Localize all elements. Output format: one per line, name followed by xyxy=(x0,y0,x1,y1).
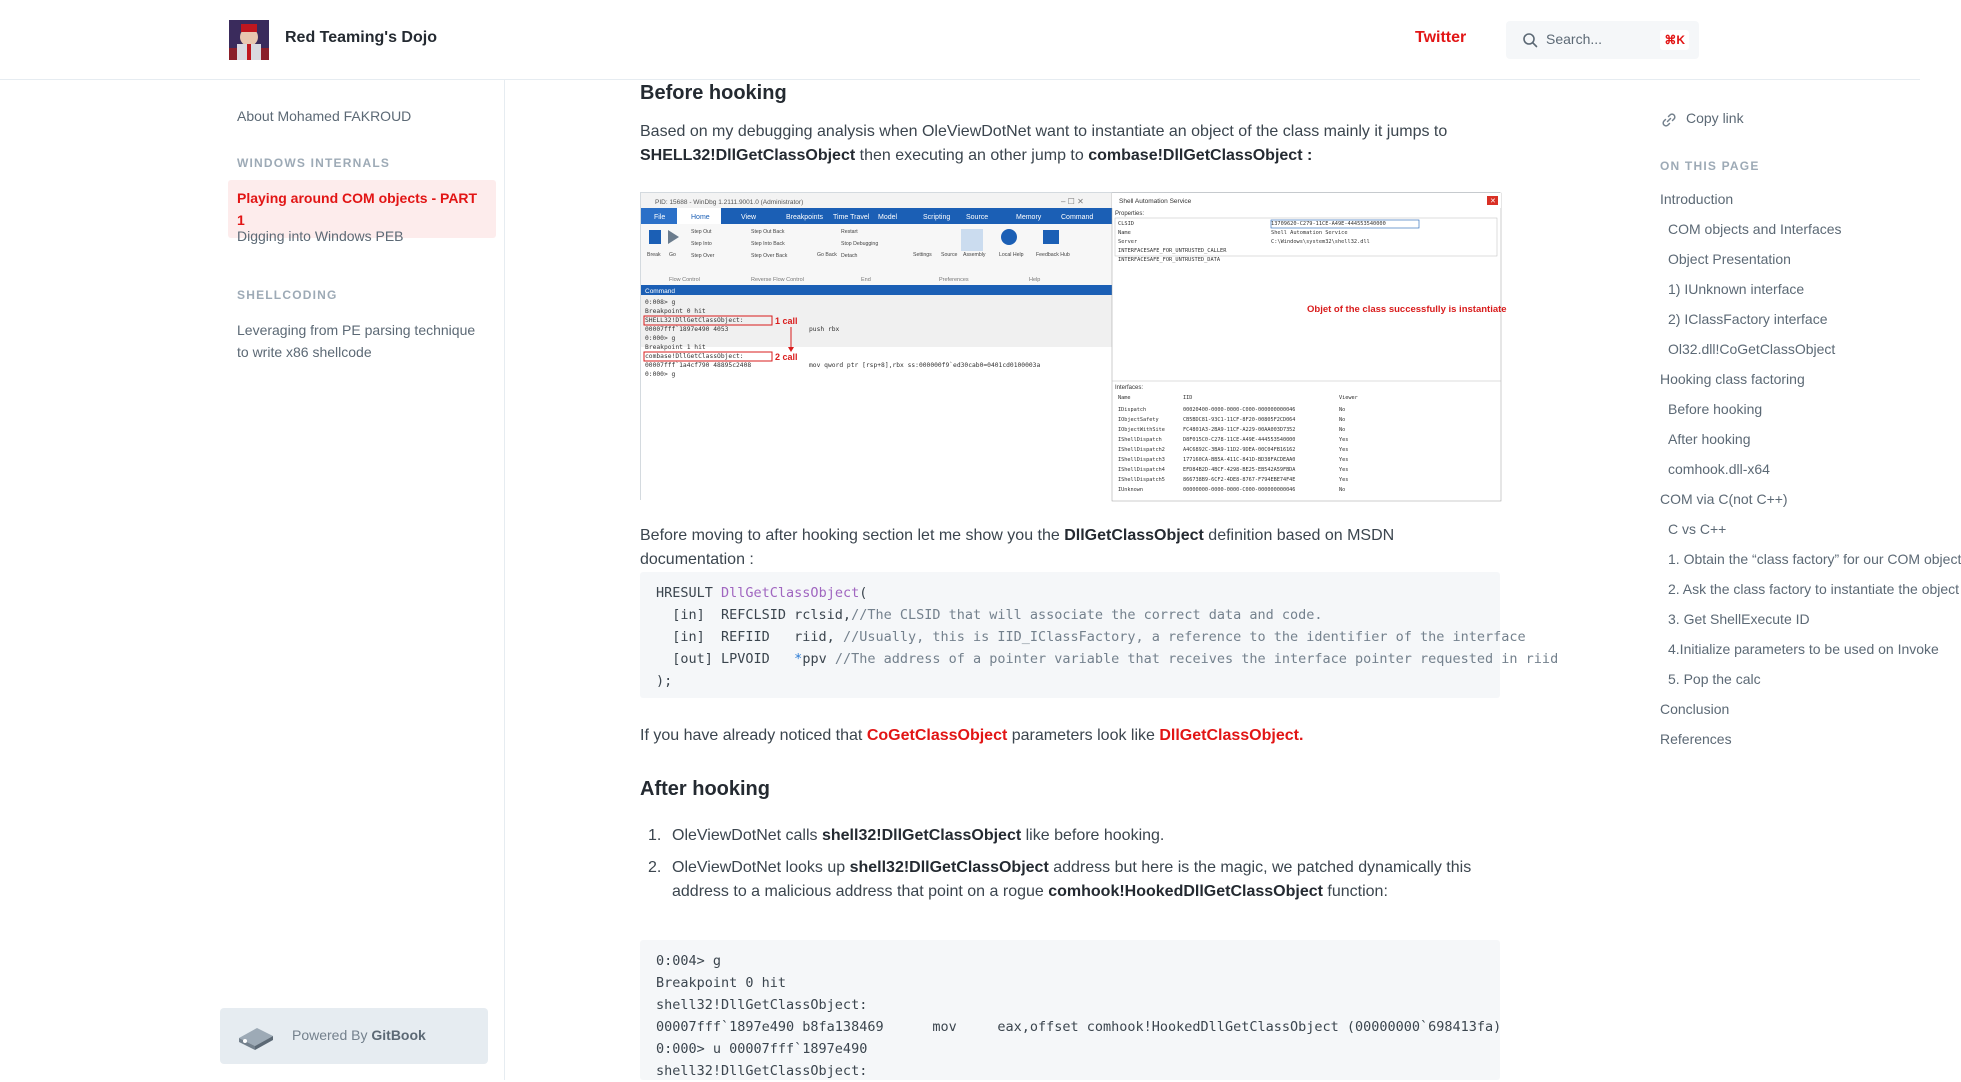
success-label: Objet of the class successfully is instantiate xyxy=(1307,304,1507,315)
svg-text:Time Travel: Time Travel xyxy=(833,214,870,221)
text-span: OleViewDotNet calls xyxy=(672,827,822,844)
code-line: 0:004> g xyxy=(656,953,722,969)
svg-text:Step Over Back: Step Over Back xyxy=(751,253,788,259)
svg-text:Step Into Back: Step Into Back xyxy=(751,241,785,247)
list-item xyxy=(640,856,1500,904)
svg-text:IShellDispatch3: IShellDispatch3 xyxy=(1118,457,1165,463)
text-bold: shell32!DllGetClassObject xyxy=(849,859,1049,876)
code-line: shell32!DllGetClassObject: xyxy=(656,997,868,1013)
toc-item-before-hooking[interactable]: Before hooking xyxy=(1668,401,1763,417)
svg-text:View: View xyxy=(741,214,757,221)
svg-text:Interfaces:: Interfaces: xyxy=(1115,385,1144,391)
svg-text:Model: Model xyxy=(878,214,898,221)
site-title[interactable]: Red Teaming's Dojo xyxy=(285,29,437,46)
svg-text:00007fff`1a4cf790 48895c2408: 00007fff`1a4cf790 48895c2408 xyxy=(645,362,752,369)
svg-text:866738B9-6CF2-4DE8-8767-F794EB: 866738B9-6CF2-4DE8-8767-F794EBE74F4E xyxy=(1183,477,1296,483)
code-comment: //The CLSID that will associate the correct data and code. xyxy=(851,607,1323,623)
oleview-title: Shell Automation Service xyxy=(1119,198,1192,205)
svg-text:FC4801A3-2BA9-11CF-A229-00AA00: FC4801A3-2BA9-11CF-A229-00AA003D7352 xyxy=(1183,427,1296,433)
svg-text:End: End xyxy=(861,277,871,283)
toc-item-object-presentation[interactable]: Object Presentation xyxy=(1668,251,1791,267)
svg-text:Scripting: Scripting xyxy=(923,214,951,221)
svg-text:Yes: Yes xyxy=(1339,477,1349,483)
code-block-windbg-output[interactable] xyxy=(640,940,1500,1080)
svg-text:A4C6892C-3BA9-11D2-9DEA-00C04F: A4C6892C-3BA9-11D2-9DEA-00C04FB16162 xyxy=(1183,447,1296,453)
svg-text:Home: Home xyxy=(691,214,710,221)
svg-text:IObjectSafety: IObjectSafety xyxy=(1118,417,1159,423)
toc-item-com-objects-interfaces[interactable]: COM objects and Interfaces xyxy=(1668,221,1842,237)
windbg-title: PID: 15688 - WinDbg 1.2111.9001.0 (Administrator) xyxy=(655,199,804,206)
code-token: ); xyxy=(656,673,673,689)
code-block-dllgetclassobject[interactable] xyxy=(640,572,1559,698)
debugger-screenshot xyxy=(640,192,1507,500)
text-span: function: xyxy=(1322,883,1388,900)
svg-text:Assembly: Assembly xyxy=(963,252,986,258)
svg-text:00007fff`1897e490 4053: 00007fff`1897e490 4053 xyxy=(645,326,729,333)
code-comment: //Usually, this is IID_IClassFactory, a reference to the identifier of the interface xyxy=(842,629,1526,645)
sidebar-item-about[interactable]: About Mohamed FAKROUD xyxy=(237,108,412,124)
svg-text:Breakpoint 1 hit: Breakpoint 1 hit xyxy=(645,344,706,351)
svg-text:Yes: Yes xyxy=(1339,457,1349,463)
code-line: 0:000> u 00007fff`1897e490 xyxy=(656,1041,868,1057)
svg-text:177160CA-BB5A-411C-841D-BD38FA: 177160CA-BB5A-411C-841D-BD38FACDEAA0 xyxy=(1183,457,1296,463)
svg-text:Restart: Restart xyxy=(841,229,858,235)
sidebar-section-windows-internals: WINDOWS INTERNALS xyxy=(237,156,391,170)
sidebar-section-shellcoding: SHELLCODING xyxy=(237,288,338,302)
svg-text:Command: Command xyxy=(1061,214,1094,221)
svg-text:IShellDispatch2: IShellDispatch2 xyxy=(1118,447,1165,453)
svg-text:EFD84B2D-4BCF-4298-BE25-EB542A: EFD84B2D-4BCF-4298-BE25-EB542A59FBDA xyxy=(1183,467,1296,473)
svg-text:✕: ✕ xyxy=(1490,198,1496,205)
code-token: [in] REFIID riid, xyxy=(656,629,843,645)
svg-text:Name: Name xyxy=(1118,230,1131,236)
svg-text:Settings: Settings xyxy=(913,252,932,258)
svg-text:push rbx: push rbx xyxy=(809,326,840,333)
paragraph-debug-analysis xyxy=(640,120,1500,168)
svg-text:CLSID: CLSID xyxy=(1118,221,1134,227)
svg-text:Yes: Yes xyxy=(1339,447,1349,453)
svg-text:Stop Debugging: Stop Debugging xyxy=(841,241,879,247)
powered-by-label xyxy=(292,1027,426,1043)
svg-text:Properties:: Properties: xyxy=(1115,211,1145,217)
svg-text:0:000> g: 0:000> g xyxy=(645,371,676,378)
svg-text:SHELL32!DllGetClassObject:: SHELL32!DllGetClassObject: xyxy=(645,317,744,324)
text-span: Based on my debugging analysis when OleViewDotNet want to instantiate an object of the class mainly it jumps to xyxy=(640,123,1448,140)
search-shortcut-badge: ⌘K xyxy=(1660,30,1689,50)
text-span: definition based on MSDN documentation : xyxy=(640,527,1395,568)
svg-text:Server: Server xyxy=(1118,239,1138,245)
toc-item-iunknown[interactable]: 1) IUnknown interface xyxy=(1668,281,1805,297)
code-line: shell32!DllGetClassObject: xyxy=(656,1063,868,1079)
text-span: Before moving to after hooking section let me show you the xyxy=(640,527,1065,544)
left-sidebar xyxy=(0,80,505,1080)
code-comment: //The address of a pointer variable that receives the interface pointer requested in riid xyxy=(834,651,1559,667)
sidebar-item-com-objects[interactable]: Playing around COM objects - PART 1 xyxy=(228,180,496,238)
svg-text:Name: Name xyxy=(1118,395,1131,401)
toc-item-introduction[interactable]: Introduction xyxy=(1660,191,1734,207)
toc-item-comhook-dll[interactable]: comhook.dll-x64 xyxy=(1668,461,1770,477)
copy-link-button[interactable]: Copy link xyxy=(1686,110,1744,126)
toc-item-cogetclassobject[interactable]: Ol32.dll!CoGetClassObject xyxy=(1668,341,1836,357)
text-span: then executing an other jump to xyxy=(855,147,1089,164)
svg-text:Step Over: Step Over xyxy=(691,253,715,259)
text-bold: DllGetClassObject xyxy=(1064,527,1204,544)
powered-by-gitbook[interactable] xyxy=(220,1008,488,1064)
svg-text:0:000> g: 0:000> g xyxy=(645,335,676,342)
code-line: 00007fff`1897e490 b8fa138469 mov eax,offset comhook!HookedDllGetClassObject (00000000`698413fa) xyxy=(656,1019,1502,1035)
toc-item-iclassfactory[interactable]: 2) IClassFactory interface xyxy=(1668,311,1828,327)
svg-text:Breakpoint 0 hit: Breakpoint 0 hit xyxy=(645,308,706,315)
heading-after-hooking: After hooking xyxy=(640,778,770,800)
svg-text:No: No xyxy=(1339,427,1346,433)
svg-text:IShellDispatch4: IShellDispatch4 xyxy=(1118,467,1165,473)
link-icon xyxy=(1660,111,1678,129)
code-token: [out] LPVOID xyxy=(656,651,795,667)
toc-item-step-4[interactable]: 4.Initialize parameters to be used on Invoke xyxy=(1668,641,1939,657)
toc-item-c-vs-cpp[interactable]: C vs C++ xyxy=(1668,521,1727,537)
text-span: parameters look like xyxy=(1007,727,1160,744)
svg-text:00000000-0000-0000-C000-000000: 00000000-0000-0000-C000-000000000046 xyxy=(1183,487,1296,493)
svg-text:IShellDispatch: IShellDispatch xyxy=(1118,437,1162,443)
svg-text:INTERFACESAFE_FOR_UNTRUSTED_DA: INTERFACESAFE_FOR_UNTRUSTED_DATA xyxy=(1118,257,1221,263)
svg-text:– ☐ ✕: – ☐ ✕ xyxy=(1061,197,1084,206)
text-bold: combase!DllGetClassObject : xyxy=(1088,147,1313,164)
text-span: address but here is the magic, we patched dynamically this address to a malicious address that point on a rogue xyxy=(672,859,1472,900)
list-item xyxy=(640,824,1500,848)
svg-text:IUnknown: IUnknown xyxy=(1118,487,1143,493)
toc-item-step-5[interactable]: 5. Pop the calc xyxy=(1668,671,1761,687)
svg-text:D8F015C0-C278-11CE-A49E-444553: D8F015C0-C278-11CE-A49E-444553540000 xyxy=(1183,437,1296,443)
svg-text:13709620-C279-11CE-A49E-444553: 13709620-C279-11CE-A49E-444553540000 xyxy=(1271,221,1386,227)
gitbook-icon xyxy=(235,1020,277,1052)
text-span: like before hooking. xyxy=(1021,827,1165,844)
svg-text:Go: Go xyxy=(669,252,676,258)
code-token: * xyxy=(794,651,803,667)
toc-item-com-via-c[interactable]: COM via C(not C++) xyxy=(1660,491,1788,507)
search-placeholder: Search... xyxy=(1546,31,1603,47)
svg-text:combase!DllGetClassObject:: combase!DllGetClassObject: xyxy=(645,353,744,360)
svg-text:Shell Automation Service: Shell Automation Service xyxy=(1271,230,1348,236)
svg-text:IDispatch: IDispatch xyxy=(1118,407,1147,413)
list-number: 2. xyxy=(648,859,662,876)
svg-text:Step Out Back: Step Out Back xyxy=(751,229,785,235)
svg-text:IObjectWithSite: IObjectWithSite xyxy=(1118,427,1165,433)
steps-list xyxy=(640,824,1500,912)
svg-text:Feedback Hub: Feedback Hub xyxy=(1036,252,1070,258)
svg-text:C:\Windows\system32\shell32.dl: C:\Windows\system32\shell32.dll xyxy=(1271,239,1370,245)
sidebar-item-pe-parsing[interactable]: Leveraging from PE parsing technique to write x86 shellcode xyxy=(237,322,476,360)
svg-text:No: No xyxy=(1339,407,1346,413)
paragraph-msdn-intro xyxy=(640,524,1500,572)
svg-text:No: No xyxy=(1339,417,1346,423)
top-header xyxy=(0,0,1920,80)
call-1-label: 1 call xyxy=(775,316,798,326)
svg-text:Step Into: Step Into xyxy=(691,241,712,247)
svg-text:INTERFACESAFE_FOR_UNTRUSTED_CA: INTERFACESAFE_FOR_UNTRUSTED_CALLER xyxy=(1118,248,1227,254)
svg-text:0:008> g: 0:008> g xyxy=(645,299,676,306)
call-2-label: 2 call xyxy=(775,352,798,362)
svg-text:Detach: Detach xyxy=(841,253,858,259)
text-bold: comhook!HookedDllGetClassObject xyxy=(1048,883,1323,900)
powered-brand: GitBook xyxy=(371,1027,426,1043)
command-pane-title: Command xyxy=(645,288,675,295)
powered-prefix: Powered By xyxy=(292,1027,372,1043)
svg-text:Yes: Yes xyxy=(1339,467,1349,473)
toc-item-step-1[interactable]: 1. Obtain the “class factory” for our COM object xyxy=(1668,551,1961,567)
list-number: 1. xyxy=(648,827,662,844)
main-content xyxy=(640,80,1559,1080)
text-bold: shell32!DllGetClassObject xyxy=(821,827,1022,844)
paragraph-cogetclassobject xyxy=(640,724,1500,748)
toc-item-references[interactable]: References xyxy=(1660,731,1732,747)
search-icon xyxy=(1522,32,1538,48)
svg-text:Viewer: Viewer xyxy=(1339,395,1358,401)
svg-text:Memory: Memory xyxy=(1016,214,1042,221)
text-span: If you have already noticed that xyxy=(640,727,867,744)
svg-text:CB5BDC81-93C1-11CF-8F20-00805F: CB5BDC81-93C1-11CF-8F20-00805F2CD064 xyxy=(1183,417,1296,423)
svg-text:File: File xyxy=(654,214,666,221)
svg-text:IShellDispatch5: IShellDispatch5 xyxy=(1118,477,1165,483)
svg-text:Go Back: Go Back xyxy=(817,252,837,258)
toc-item-after-hooking[interactable]: After hooking xyxy=(1668,431,1751,447)
svg-text:Help: Help xyxy=(1029,277,1041,283)
code-token: [in] REFCLSID rclsid, xyxy=(656,607,852,623)
site-logo[interactable] xyxy=(229,20,269,60)
svg-text:mov qword ptr [rsp+8],rbx: mov qword ptr [rsp+8],rbx ss:000000f9`ed30cab0=0401cd0100003a xyxy=(809,362,1041,369)
code-token: ( xyxy=(859,585,868,601)
text-highlight: CoGetClassObject xyxy=(866,727,1008,744)
twitter-link[interactable]: Twitter xyxy=(1415,29,1467,46)
toc-item-conclusion[interactable]: Conclusion xyxy=(1660,701,1730,717)
svg-text:Step Out: Step Out xyxy=(691,229,712,235)
toc-item-step-3[interactable]: 3. Get ShellExecute ID xyxy=(1668,611,1810,627)
code-line: Breakpoint 0 hit xyxy=(656,975,787,991)
svg-text:Breakpoints: Breakpoints xyxy=(786,214,823,221)
search-input[interactable] xyxy=(1506,21,1699,59)
svg-text:Break: Break xyxy=(647,252,661,258)
svg-text:00020400-0000-0000-C000-000000: 00020400-0000-0000-C000-000000000046 xyxy=(1183,407,1296,413)
svg-text:Preferences: Preferences xyxy=(939,277,969,283)
svg-text:No: No xyxy=(1339,487,1346,493)
text-highlight: DllGetClassObject. xyxy=(1159,727,1304,744)
svg-text:Source: Source xyxy=(941,252,958,258)
sidebar-item-windows-peb[interactable]: Digging into Windows PEB xyxy=(237,228,404,244)
svg-text:Flow Control: Flow Control xyxy=(669,277,700,283)
heading-before-hooking: Before hooking xyxy=(640,82,787,104)
code-token: DllGetClassObject xyxy=(721,585,860,601)
toc-item-hooking-class-factoring[interactable]: Hooking class factoring xyxy=(1660,371,1805,387)
svg-text:Local Help: Local Help xyxy=(999,252,1024,258)
toc-title: ON THIS PAGE xyxy=(1660,159,1760,173)
code-token: HRESULT xyxy=(656,585,722,601)
svg-text:IID: IID xyxy=(1183,395,1193,401)
svg-text:Yes: Yes xyxy=(1339,437,1349,443)
svg-text:Source: Source xyxy=(966,214,989,221)
text-span: OleViewDotNet looks up xyxy=(672,859,850,876)
code-token: ppv xyxy=(802,651,835,667)
text-bold: SHELL32!DllGetClassObject xyxy=(640,147,856,164)
toc-item-step-2[interactable]: 2. Ask the class factory to instantiate the object xyxy=(1668,581,1960,597)
svg-text:Reverse Flow Control: Reverse Flow Control xyxy=(751,277,804,283)
table-of-contents xyxy=(1650,80,1961,1080)
